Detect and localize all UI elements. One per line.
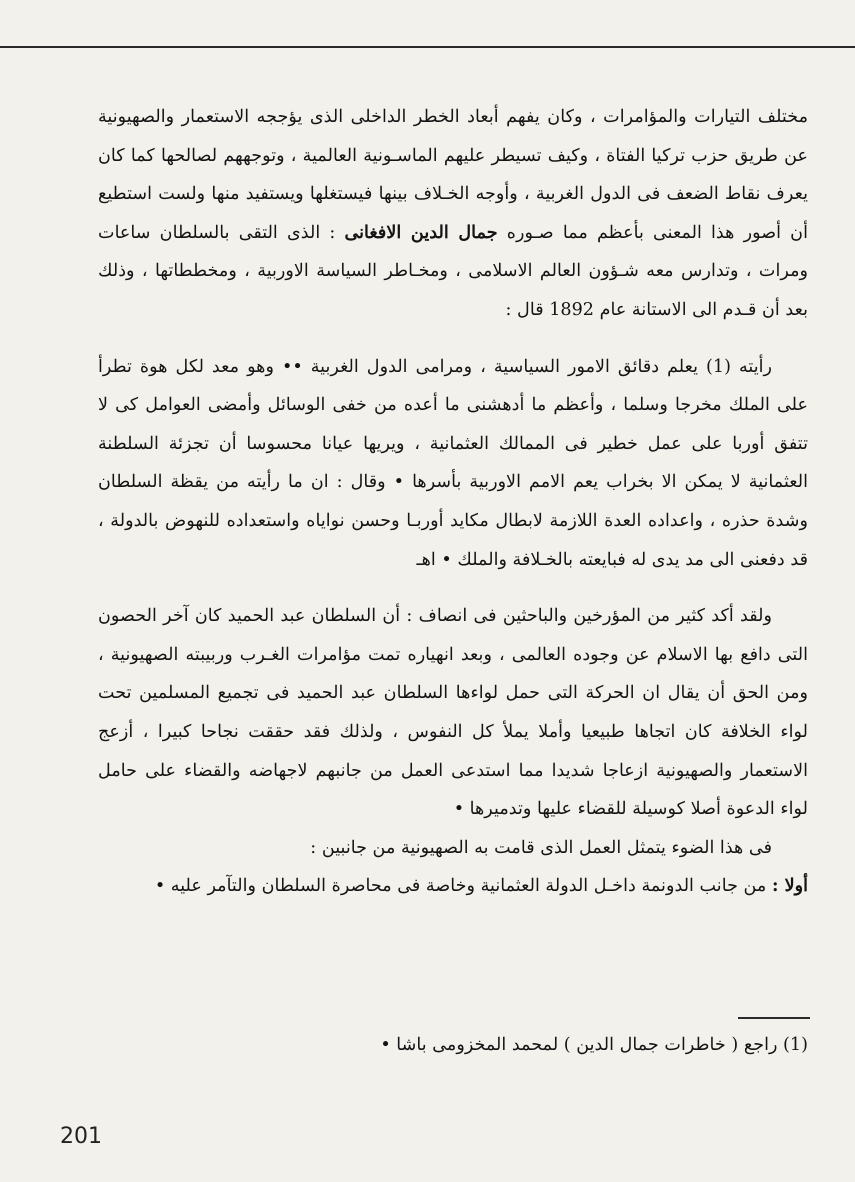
paragraph-5-text: من جانب الدونمة داخـل الدولة العثمانية وخاصة فى محاصرة السلطان والتآمر عليه • bbox=[154, 876, 772, 897]
page-body bbox=[98, 98, 808, 906]
paragraph-5-lead: أولا : bbox=[771, 875, 808, 897]
paragraph-1-after-name: : الذى التقى بالسلطان ساعات ومرات ، وتدارس معه شـؤون العالم الاسلامى ، ومخـاطر السياسة الاوربية ، ومخططاتها ، وذلك بعد أن قـدم الى الاستانة عام 1892 قال : bbox=[98, 222, 808, 320]
paragraph-5 bbox=[98, 867, 808, 906]
page-number: 201 bbox=[60, 1124, 102, 1149]
footnote-rule bbox=[738, 1017, 810, 1019]
paragraph-1 bbox=[98, 98, 808, 330]
header-rule bbox=[0, 46, 855, 48]
footnote: (1) راجع ( خاطرات جمال الدين ) لمحمد المخزومى باشا • bbox=[380, 1035, 808, 1055]
paragraph-1-bold-name: جمال الدين الافغانى bbox=[344, 221, 498, 243]
paragraph-3: ولقد أكد كثير من المؤرخين والباحثين فى انصاف : أن السلطان عبد الحميد كان آخر الحصون التى دافع بها الاسلام عن وجوده العالمى ، وبعد انهياره تمت مؤامرات الغـرب وربيبته الصهيونية ، ومن الحق أن يقال ان الحركة التى حمل لواءها السلطان عبد الحميد فى تجميع المسلمين تحت لواء الخلافة كان اتجاها طبيعيا وأملا يملأ كل النفوس ، ولذلك فقد حققت نجاحا كبيرا ، أزعج الاستعمار والصهيونية ازعاجا شديدا مما استدعى العمل من جانبهم لاجهاضه والقضاء على حامل لواء الدعوة أصلا كوسيلة للقضاء عليها وتدميرها • bbox=[98, 606, 808, 820]
paragraph-1-text: مختلف التيارات والمؤامرات ، وكان يفهم أبعاد الخطر الداخلى الذى يؤججه الاستعمار والصهيونية عن طريق حزب تركيا الفتاة ، وكيف تسيطر عليهم الماسـونية العالمية ، وتوجههم لصالحها كما كان يعرف نقاط الضعف فى الدول الغربية ، وأوجه الخـلاف بينها فيستغلها ويستفيد منها ولست استطيع أن أصور هذا المعنى بأعظم مما صـوره bbox=[98, 107, 808, 243]
paragraph-2: رأيته (1) يعلم دقائق الامور السياسية ، ومرامى الدول الغربية •• وهو معد لكل هوة تطرأ على الملك مخرجا وسلما ، وأعظم ما أدهشنى ما أعده من خفى الوسائل وأمضى العوامل كى لا تتفق أوربا على عمل خطير فى الممالك العثمانية ، ويريها عيانا محسوسا أن تجزئة السلطنة العثمانية لا يمكن الا بخراب يعم الامم الاوربية بأسرها • وقال : ان ما رأيته من يقظة السلطان وشدة حذره ، واعداده العدة اللازمة لابطال مكايد أوربـا وحسن نواياه واستعداده للنهوض بالدولة ، قد دفعنى الى مد يدى له فبايعته بالخـلافة والملك • اهـ bbox=[98, 356, 808, 570]
paragraph-4: فى هذا الضوء يتمثل العمل الذى قامت به الصهيونية من جانبين : bbox=[310, 837, 772, 858]
